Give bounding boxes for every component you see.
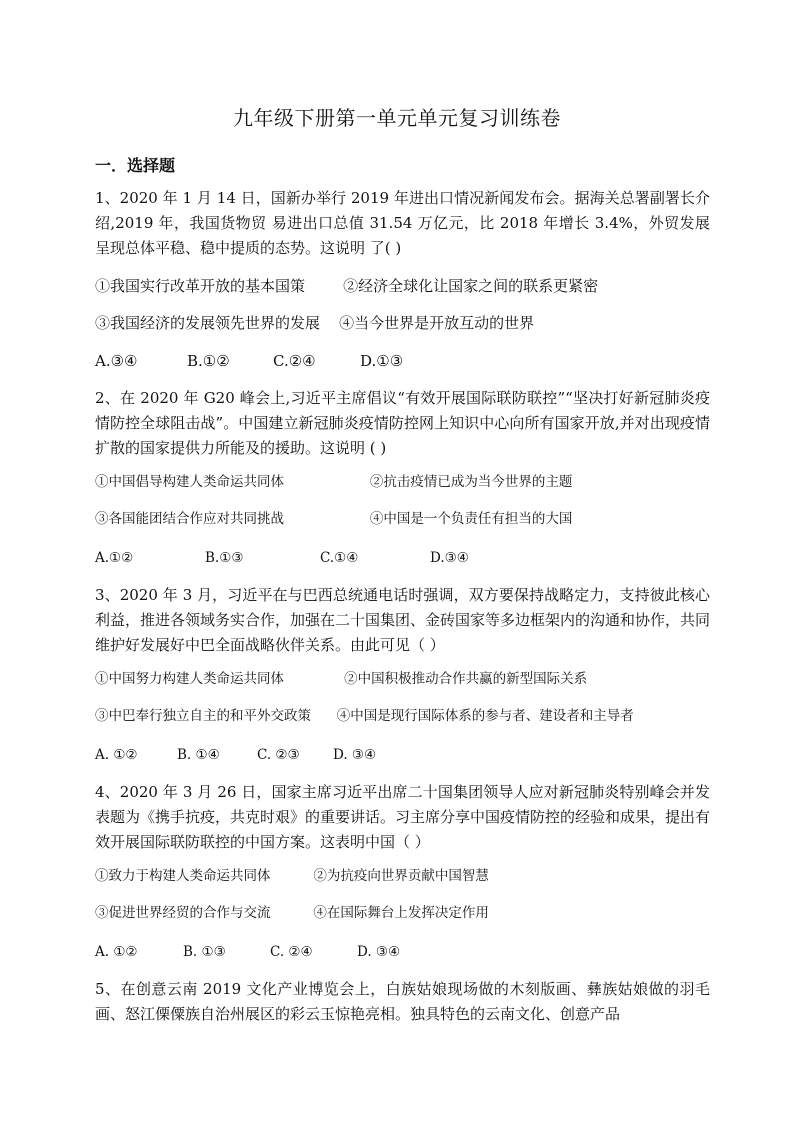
question-4-stem: 4、2020 年 3 月 26 日，国家主席习近平出席二十国集团领导人应对新冠肺炎特别峰会并发表题为《携手抗疫，共克时艰》的重要讲话。习主席分享中国疫情防控的经验和成果，提出有效开展国际联防联控的中国方案。这表明中国（ ） bbox=[95, 783, 711, 851]
question-3-options-line-1: ①中国努力构建人类命运共同体 ②中国积极推动合作共赢的新型国际关系 bbox=[95, 671, 588, 687]
question-3-answer-c: C. ②③ bbox=[257, 747, 300, 763]
question-1-options-line-2: ③我国经济的发展领先世界的发展 ④当今世界是开放互动的世界 bbox=[95, 314, 535, 332]
question-1-answer-d: D.①③ bbox=[360, 352, 404, 370]
question-3-stem: 3、2020 年 3 月，习近平在与巴西总统通电话时强调，双方要保持战略定力，支持彼此核心利益，推进各领域务实合作，加强在二十国集团、金砖国家等多边框架内的沟通和协作，共同维护好发展好中巴全面战略伙伴关系。由此可见（ ） bbox=[95, 586, 711, 654]
question-1-answer-b: B.①② bbox=[187, 352, 230, 370]
question-4-options-line-1: ①致力于构建人类命运共同体 ②为抗疫向世界贡献中国智慧 bbox=[95, 868, 489, 884]
question-1-answer-c: C.②④ bbox=[273, 352, 316, 370]
question-4-answer-a: A. ①② bbox=[95, 944, 138, 960]
question-5-stem: 5、在创意云南 2019 文化产业博览会上，白族姑娘现场做的木刻版画、彝族姑娘做的羽毛画、怒江傈僳族自治州展区的彩云玉惊艳亮相。独具特色的云南文化、创意产品 bbox=[95, 980, 710, 1023]
question-2-answer-a: A.①② bbox=[95, 550, 134, 566]
question-2-answer-b: B.①③ bbox=[205, 550, 244, 566]
question-3-answer-d: D. ③④ bbox=[333, 747, 377, 763]
question-3-answer-b: B. ①④ bbox=[177, 747, 220, 763]
question-2-answer-d: D.③④ bbox=[430, 550, 469, 566]
question-3-options-line-2: ③中巴奉行独立自主的和平外交政策 ④中国是现行国际体系的参与者、建设者和主导者 bbox=[95, 708, 634, 724]
question-2-options-line-2: ③各国能团结合作应对共同挑战 ④中国是一个负责任有担当的大国 bbox=[95, 511, 573, 527]
question-1-stem: 1、2020 年 1 月 14 日，国新办举行 2019 年进出口情况新闻发布会。据海关总署副署长介绍,2019 年，我国货物贸 易进出口总值 31.54 万亿元，比 2018 年增长 3.4%，外贸发展呈现总体平稳、稳中提质的态势。这说明 了( ) bbox=[95, 189, 710, 257]
section-heading: 一．选择题 bbox=[95, 156, 176, 175]
question-4-answer-b: B. ①③ bbox=[183, 944, 226, 960]
question-1-options-line-1: ①我国实行改革开放的基本国策 ②经济全球化让国家之间的联系更紧密 bbox=[95, 277, 599, 295]
question-4-answer-c: C. ②④ bbox=[270, 944, 313, 960]
question-1-answer-a: A.③④ bbox=[95, 352, 138, 370]
question-3-answer-a: A. ①② bbox=[95, 747, 138, 763]
question-2-answer-c: C.①④ bbox=[320, 550, 359, 566]
question-4-answer-d: D. ③④ bbox=[357, 944, 401, 960]
question-2-stem: 2、在 2020 年 G20 峰会上,习近平主席倡议“有效开展国际联防联控”“坚决打好新冠肺炎疫情防控全球阻击战”。中国建立新冠肺炎疫情防控网上知识中心向所有国家开放,并对出现疫情扩散的国家提供力所能及的援助。这说明 ( ) bbox=[95, 389, 710, 457]
question-4-options-line-2: ③促进世界经贸的合作与交流 ④在国际舞台上发挥决定作用 bbox=[95, 905, 489, 921]
question-2-options-line-1: ①中国倡导构建人类命运共同体 ②抗击疫情已成为当今世界的主题 bbox=[95, 474, 573, 490]
page-title: 九年级下册第一单元单元复习训练卷 bbox=[233, 106, 561, 130]
